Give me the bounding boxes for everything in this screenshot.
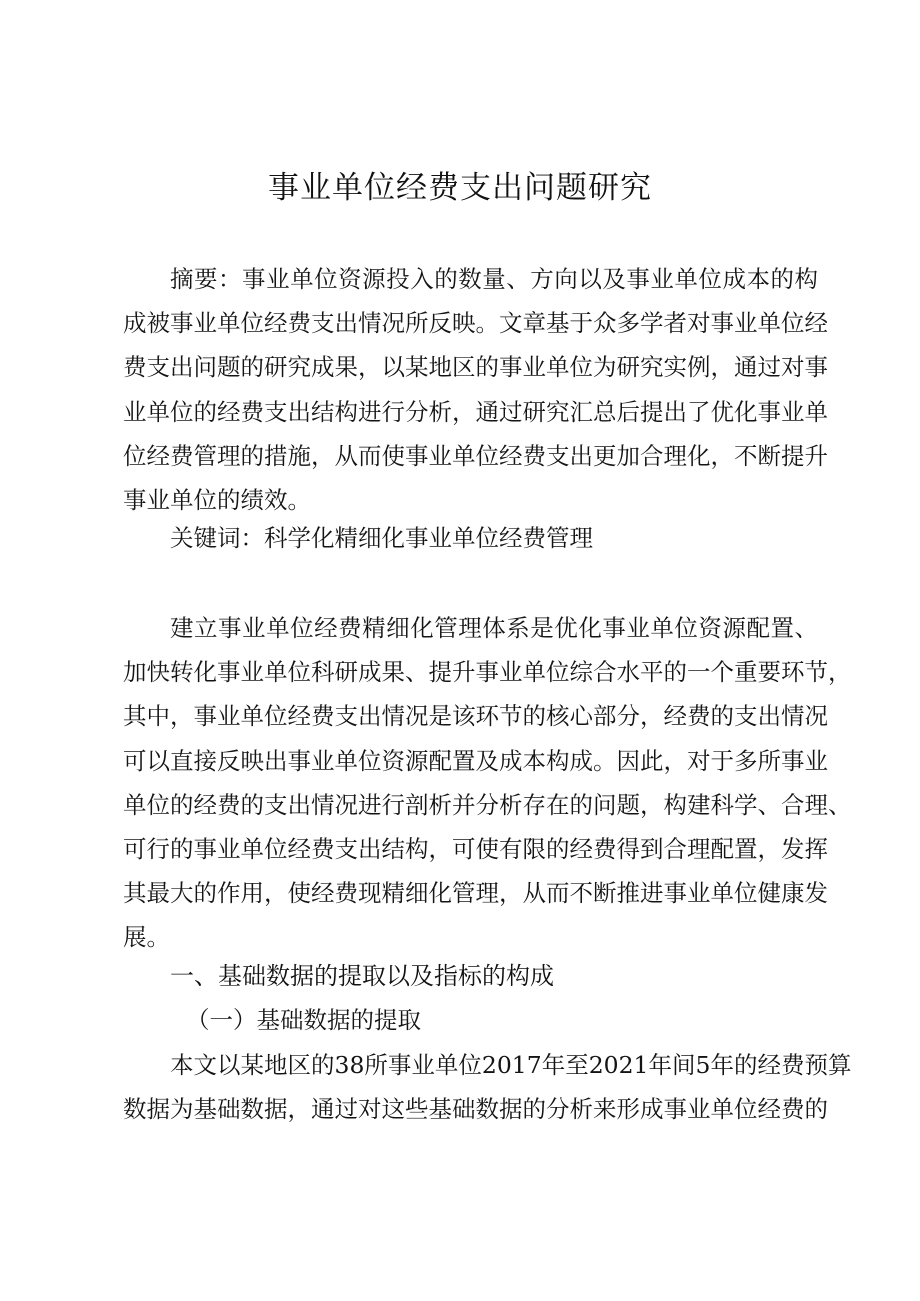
abstract-line: 成被事业单位经费支出情况所反映。文章基于众多学者对事业单位经 (123, 309, 828, 338)
body-line: 数据为基础数据，通过对这些基础数据的分析来形成事业单位经费的 (123, 1095, 828, 1124)
intro-line: 可以直接反映出事业单位资源配置及成本构成。因此，对于多所事业 (123, 746, 828, 775)
abstract-paragraph (123, 257, 828, 522)
subsection-heading: （一）基础数据的提取 (186, 1006, 421, 1034)
intro-line: 展。 (123, 923, 170, 952)
body-line: 本文以某地区的38所事业单位2017年至2021年间5年的经费预算 (170, 1051, 852, 1079)
abstract-line: 费支出问题的研究成果，以某地区的事业单位为研究实例，通过对事 (123, 353, 828, 382)
intro-line: 可行的事业单位经费支出结构，可使有限的经费得到合理配置，发挥 (123, 834, 828, 863)
intro-paragraph (123, 606, 852, 960)
body-paragraph (123, 1043, 852, 1131)
section-heading: 一、基础数据的提取以及指标的构成 (170, 962, 554, 990)
document-title: 事业单位经费支出问题研究 (268, 170, 652, 206)
abstract-line: 事业单位的绩效。 (123, 485, 311, 514)
intro-line: 加快转化事业单位科研成果、提升事业单位综合水平的一个重要环节， (123, 658, 852, 687)
intro-line: 建立事业单位经费精细化管理体系是优化事业单位资源配置、 (170, 614, 818, 642)
abstract-line: 业单位的经费支出结构进行分析，通过研究汇总后提出了优化事业单 (123, 397, 828, 426)
intro-line: 其中，事业单位经费支出情况是该环节的核心部分，经费的支出情况 (123, 702, 828, 731)
keywords-line: 关键词：科学化精细化事业单位经费管理 (170, 524, 593, 552)
abstract-line: 摘要：事业单位资源投入的数量、方向以及事业单位成本的构 (170, 265, 818, 293)
abstract-line: 位经费管理的措施，从而使事业单位经费支出更加合理化，不断提升 (123, 441, 828, 470)
intro-line: 其最大的作用，使经费现精细化管理，从而不断推进事业单位健康发 (123, 879, 828, 908)
intro-line: 单位的经费的支出情况进行剖析并分析存在的问题，构建科学、合理、 (123, 790, 852, 819)
